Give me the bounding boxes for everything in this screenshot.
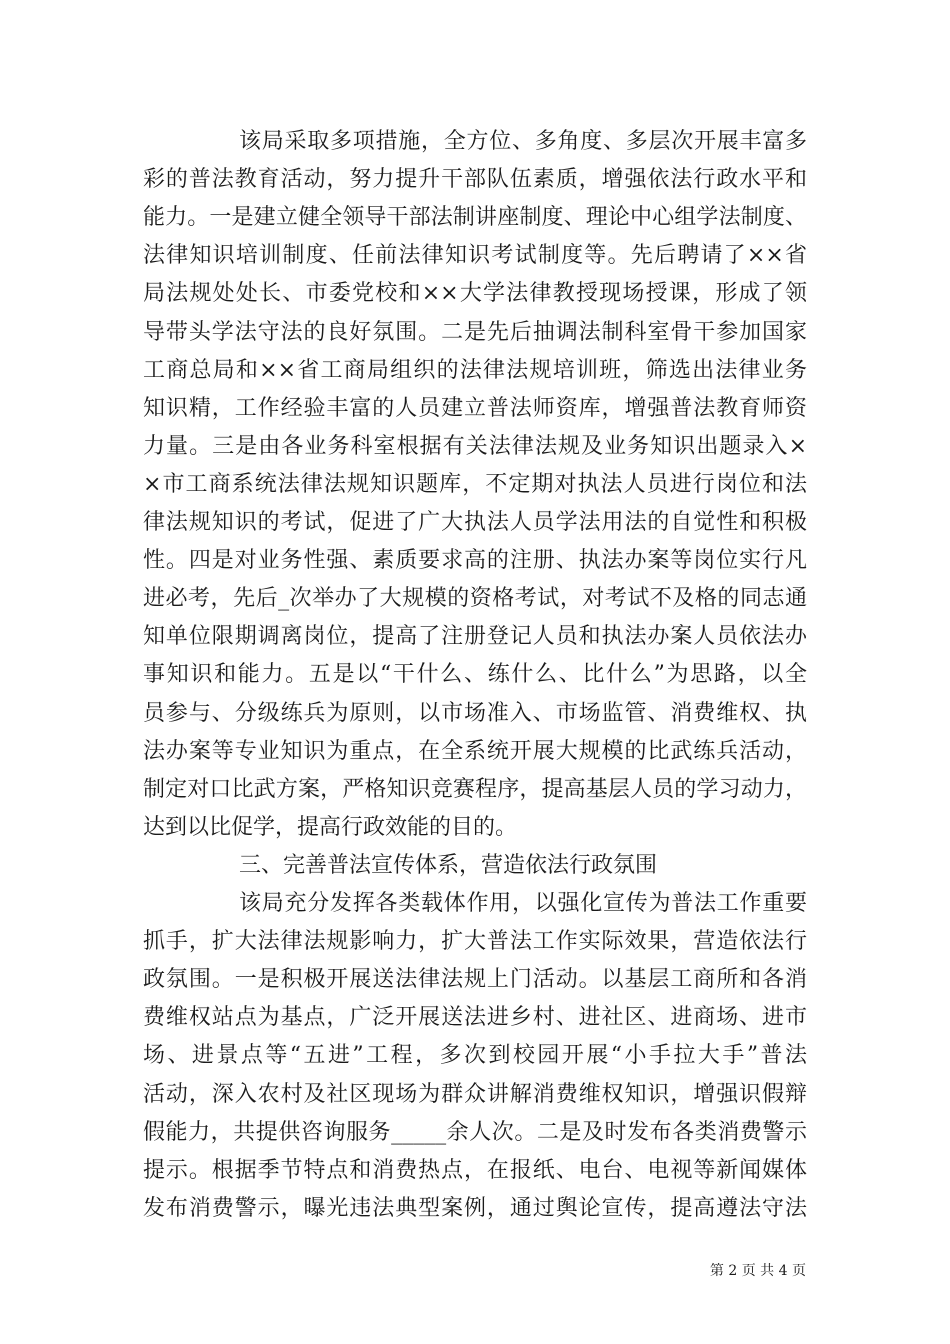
- text-line: 律法规知识的考试，促进了广大执法人员学法用法的自觉性和积极: [143, 510, 807, 535]
- text-line: 三、完善普法宣传体系，营造依法行政氛围: [239, 852, 658, 878]
- text-line: 活动，深入农村及社区现场为群众讲解消费维权知识，增强识假辩: [143, 1081, 807, 1107]
- text-line: 能力。一是建立健全领导干部法制讲座制度、理论中心组学法制度、: [143, 205, 807, 231]
- text-line: 提示。根据季节特点和消费热点，在报纸、电台、电视等新闻媒体: [143, 1157, 807, 1183]
- text-line: 导带头学法守法的良好氛围。二是先后抽调法制科室骨干参加国家: [143, 319, 807, 345]
- text-line: 法办案等专业知识为重点，在全系统开展大规模的比武练兵活动，: [143, 738, 807, 764]
- text-line: 事知识和能力。五是以“干什么、练什么、比什么”为思路，以全: [143, 662, 807, 688]
- text-line: 发布消费警示，曝光违法典型案例，通过舆论宣传，提高遵法守法: [143, 1195, 807, 1221]
- text-line: 进必考，先后_次举办了大规模的资格考试，对考试不及格的同志通: [143, 586, 807, 612]
- text-line: 该局充分发挥各类载体作用，以强化宣传为普法工作重要: [239, 891, 807, 916]
- text-line: 抓手，扩大法律法规影响力，扩大普法工作实际效果，营造依法行: [143, 929, 807, 955]
- text-line: 假能力，共提供咨询服务_____余人次。二是及时发布各类消费警示: [143, 1119, 807, 1145]
- page-footer: 第 2 页 共 4 页: [709, 1263, 806, 1279]
- text-line: 员参与、分级练兵为原则，以市场准入、市场监管、消费维权、执: [143, 700, 807, 726]
- text-line: 知单位限期调离岗位，提高了注册登记人员和执法办案人员依法办: [143, 624, 807, 650]
- text-line: 场、进景点等“五进”工程，多次到校园开展“小手拉大手”普法: [143, 1043, 807, 1069]
- text-line: 该局采取多项措施，全方位、多角度、多层次开展丰富多: [239, 129, 807, 154]
- text-line: 费维权站点为基点，广泛开展送法进乡村、进社区、进商场、进市: [143, 1005, 807, 1031]
- text-line: 彩的普法教育活动，努力提升干部队伍素质，增强依法行政水平和: [143, 167, 807, 193]
- text-line: 知识精，工作经验丰富的人员建立普法师资库，增强普法教育师资: [143, 395, 807, 421]
- text-line: 制定对口比武方案，严格知识竞赛程序，提高基层人员的学习动力，: [143, 776, 807, 802]
- text-line: 政氛围。一是积极开展送法律法规上门活动。以基层工商所和各消: [143, 967, 807, 993]
- text-line: 局法规处处长、市委党校和××大学法律教授现场授课，形成了领: [143, 281, 807, 307]
- text-line: 法律知识培训制度、任前法律知识考试制度等。先后聘请了××省: [143, 243, 807, 269]
- text-line: 工商总局和××省工商局组织的法律法规培训班，筛选出法律业务: [143, 357, 807, 383]
- text-line: ×市工商系统法律法规知识题库，不定期对执法人员进行岗位和法: [143, 471, 807, 497]
- text-line: 力量。三是由各业务科室根据有关法律法规及业务知识出题录入×: [143, 433, 807, 459]
- text-line: 性。四是对业务性强、素质要求高的注册、执法办案等岗位实行凡: [143, 548, 807, 574]
- text-line: 达到以比促学，提高行政效能的目的。: [143, 814, 518, 840]
